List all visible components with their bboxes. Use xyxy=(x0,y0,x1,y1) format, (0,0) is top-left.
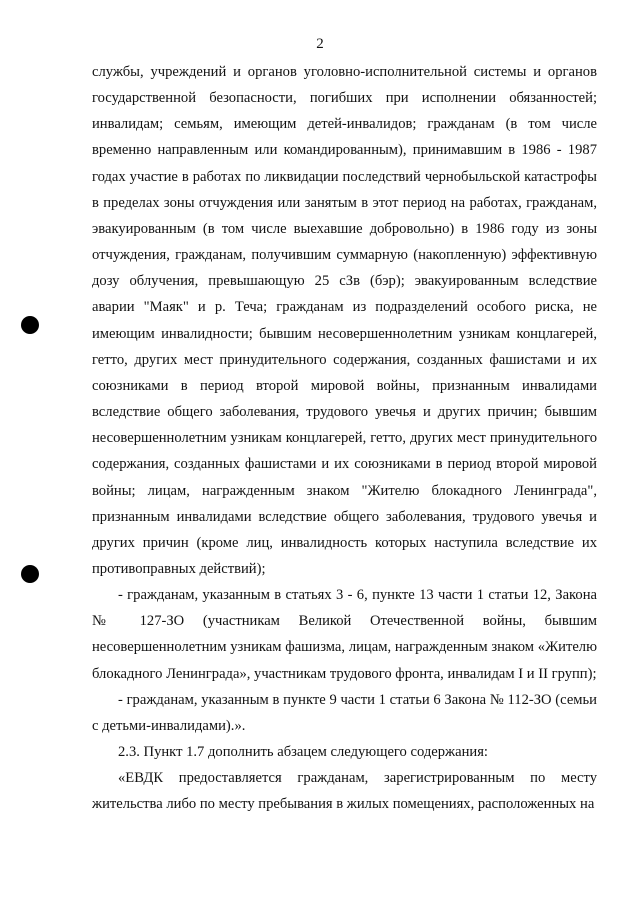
punch-hole-mark xyxy=(21,316,39,334)
paragraph-continuation: службы, учреждений и органов уголовно-исполнительной системы и органов государственной безопасности, погибших при исполнении обязанностей; инвалидам; семьям, имеющим детей-инвалидов; гражданам (в том числе временно направленным или командированным), принимавшим в 1986 - 1987 годах участие в работах по ликвидации последствий чернобыльской катастрофы в пределах зоны отчуждения или занятым в этот период на работах, гражданам, эвакуированным (в том числе выехавшие добровольно) в 1986 году из зоны отчуждения, гражданам, получившим суммарную (накопленную) эффективную дозу облучения, превышающую 25 сЗв (бэр); эвакуированным вследствие аварии "Маяк" и р. Теча; гражданам из подразделений особого риска, не имеющим инвалидности; бывшим несовершеннолетним узникам концлагерей, гетто, других мест принудительного содержания, созданных фашистами и их союзниками в период второй мировой войны, признанным инвалидами вследствие общего заболевания, трудового увечья и других причин; бывшим несовершеннолетним узникам концлагерей, гетто, других мест принудительного содержания, созданных фашистами и их союзниками в период второй мировой войны; лицам, награжденным знаком "Жителю блокадного Ленинграда", признанным инвалидами вследствие общего заболевания, трудового увечья и других причин (кроме лиц, инвалидность которых наступила вследствие их противоправных действий); xyxy=(92,64,597,577)
paragraph-quote-start: «ЕВДК предоставляется гражданам, зарегистрированным по месту жительства либо по месту пребывания в жилых помещениях, расположенных на xyxy=(92,770,597,813)
punch-hole-mark xyxy=(21,565,39,583)
paragraph-list-item-2: - гражданам, указанным в пункте 9 части 1 статьи 6 Закона № 112-ЗО (семьи с детьми-инвалидами).». xyxy=(92,691,597,734)
paragraph-list-item-1: - гражданам, указанным в статьях 3 - 6, пункте 13 части 1 статьи 12, Закона № 127-ЗО (участникам Великой Отечественной войны, бывшим несовершеннолетним узникам фашизма, лицам, награжденным знаком «Жителю блокадного Ленинграда», участникам трудового фронта, инвалидам I и II групп); xyxy=(92,587,597,682)
paragraph-clause-2-3: 2.3. Пункт 1.7 дополнить абзацем следующего содержания: xyxy=(118,744,488,761)
document-text xyxy=(92,59,597,818)
page-number: 2 xyxy=(316,36,324,52)
